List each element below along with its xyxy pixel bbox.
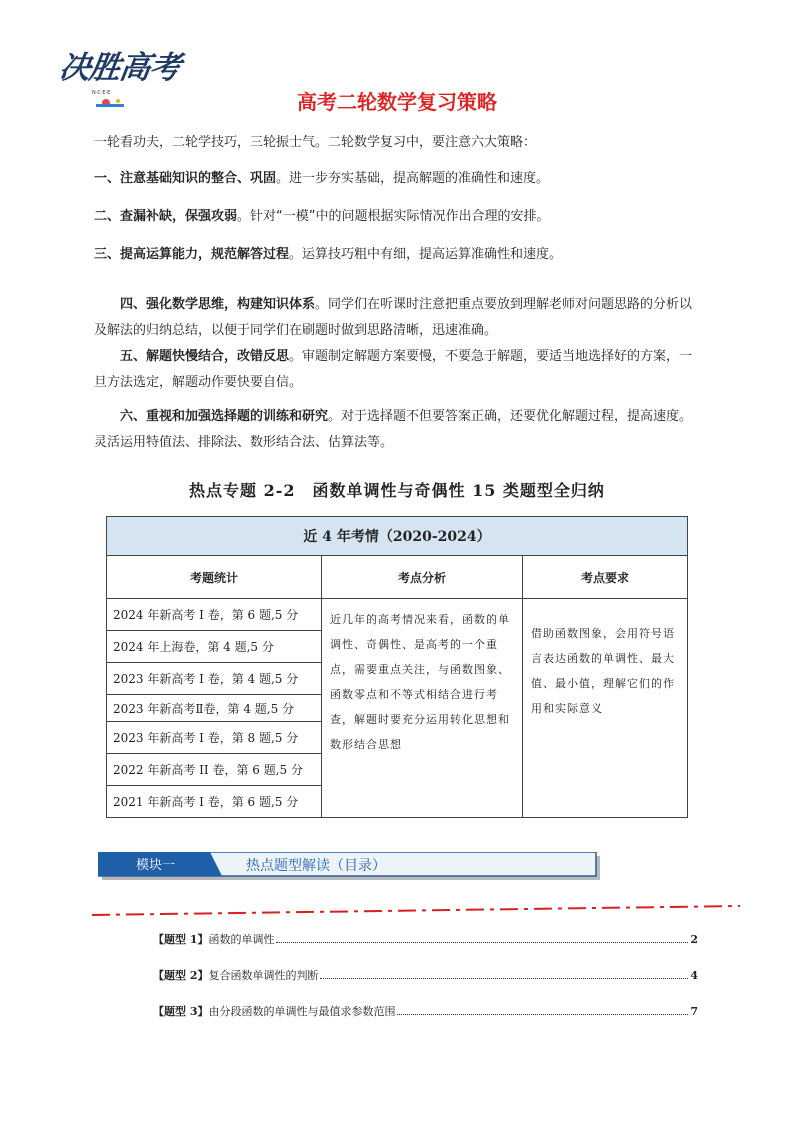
strategy-1-heading: 一、注意基础知识的整合、巩固 [94, 171, 277, 186]
exam-row: 2023 年新高考 I 卷，第 8 题,5 分 [107, 722, 322, 754]
exam-row: 2022 年新高考 II 卷，第 6 题,5 分 [107, 754, 322, 786]
toc-item-title: 复合函数单调性的判断 [208, 969, 319, 982]
toc-item-page: 7 [690, 1005, 698, 1018]
exam-row: 2023 年新高考 I 卷，第 4 题,5 分 [107, 663, 322, 695]
strategy-5-text: 。审题制定解题方案要慢，不要急于解题，要适当地选择好的方案，一旦方法选定，解题动作要快要自信。 [94, 349, 693, 390]
toc-item-title: 函数的单调性 [208, 933, 275, 946]
toc-leader [320, 978, 688, 979]
exam-row: 2024 年新高考 I 卷，第 6 题,5 分 [107, 599, 322, 631]
topic-title: 热点专题 2-2 函数单调性与奇偶性 15 类题型全归纳 [189, 481, 605, 500]
module-banner [98, 852, 600, 880]
strategy-4 [94, 292, 700, 344]
exam-row: 2023 年新高考Ⅱ卷，第 4 题,5 分 [107, 695, 322, 722]
toc-item[interactable] [153, 1003, 698, 1019]
column-header-stats: 考题统计 [107, 556, 322, 599]
toc-item-label: 【题型 2】 [153, 969, 209, 982]
analysis-cell: 近几年的高考情况来看，函数的单调性、奇偶性、是高考的一个重点，需要重点关注，与函数图象、函数零点和不等式相结合进行考查，解题时要充分运用转化思想和数形结合思想 [322, 599, 523, 818]
strategy-5-heading: 五、解题快慢结合，改错反思 [120, 349, 290, 364]
page-title: 高考二轮数学复习策略 [297, 90, 497, 114]
intro-paragraph: 一轮看功夫，二轮学技巧，三轮振士气。二轮数学复习中，要注意六大策略： [94, 135, 537, 150]
strategy-2-heading: 二、查漏补缺，保强攻弱 [94, 209, 238, 224]
toc-item-title: 由分段函数的单调性与最值求参数范围 [208, 1005, 396, 1018]
exam-stats-table [106, 516, 688, 818]
strategy-3 [94, 242, 700, 268]
dash-divider [92, 903, 740, 917]
logo-text: 决胜高考 [56, 50, 183, 86]
exam-table-title: 近 4 年考情（2020-2024） [107, 517, 688, 556]
toc-item[interactable] [153, 931, 698, 947]
toc-item[interactable] [153, 967, 698, 983]
strategy-1 [94, 166, 700, 192]
strategy-4-text: 。同学们在听课时注意把重点要放到理解老师对问题思路的分析以及解法的归纳总结，以便于同学们在刷题时做到思路清晰，迅速准确。 [94, 297, 693, 338]
strategy-5 [94, 344, 700, 396]
strategy-2 [94, 204, 700, 230]
column-header-requirement: 考点要求 [523, 556, 688, 599]
toc-leader [397, 1014, 688, 1015]
logo-subtext: N·C·E·E [92, 90, 111, 96]
strategy-2-text: 。针对“一模”中的问题根据实际情况作出合理的安排。 [237, 209, 550, 224]
strategy-6 [94, 404, 700, 456]
toc-item-page: 4 [690, 969, 698, 982]
column-header-analysis: 考点分析 [322, 556, 523, 599]
toc-leader [276, 942, 688, 943]
requirement-cell: 借助函数图象，会用符号语言表达函数的单调性、最大值、最小值，理解它们的作用和实际意义 [523, 599, 688, 818]
module-label: 模块一 [136, 858, 176, 873]
strategy-6-heading: 六、重视和加强选择题的训练和研究 [120, 409, 329, 424]
exam-row: 2021 年新高考 I 卷，第 6 题,5 分 [107, 786, 322, 818]
strategy-6-text: 。对于选择题不但要答案正确，还要优化解题过程，提高速度。灵活运用特值法、排除法、数形结合法、估算法等。 [94, 409, 693, 450]
strategy-3-heading: 三、提高运算能力，规范解答过程 [94, 247, 290, 262]
toc-item-label: 【题型 1】 [153, 933, 209, 946]
strategy-4-heading: 四、强化数学思维，构建知识体系 [120, 297, 316, 312]
module-title: 热点题型解读（目录） [246, 858, 386, 874]
toc-item-label: 【题型 3】 [153, 1005, 209, 1018]
toc-item-page: 2 [690, 933, 698, 946]
strategy-1-text: 。进一步夯实基础，提高解题的准确性和速度。 [276, 171, 550, 186]
exam-row: 2024 年上海卷，第 4 题,5 分 [107, 631, 322, 663]
strategy-3-text: 。运算技巧粗中有细，提高运算准确性和速度。 [289, 247, 563, 262]
